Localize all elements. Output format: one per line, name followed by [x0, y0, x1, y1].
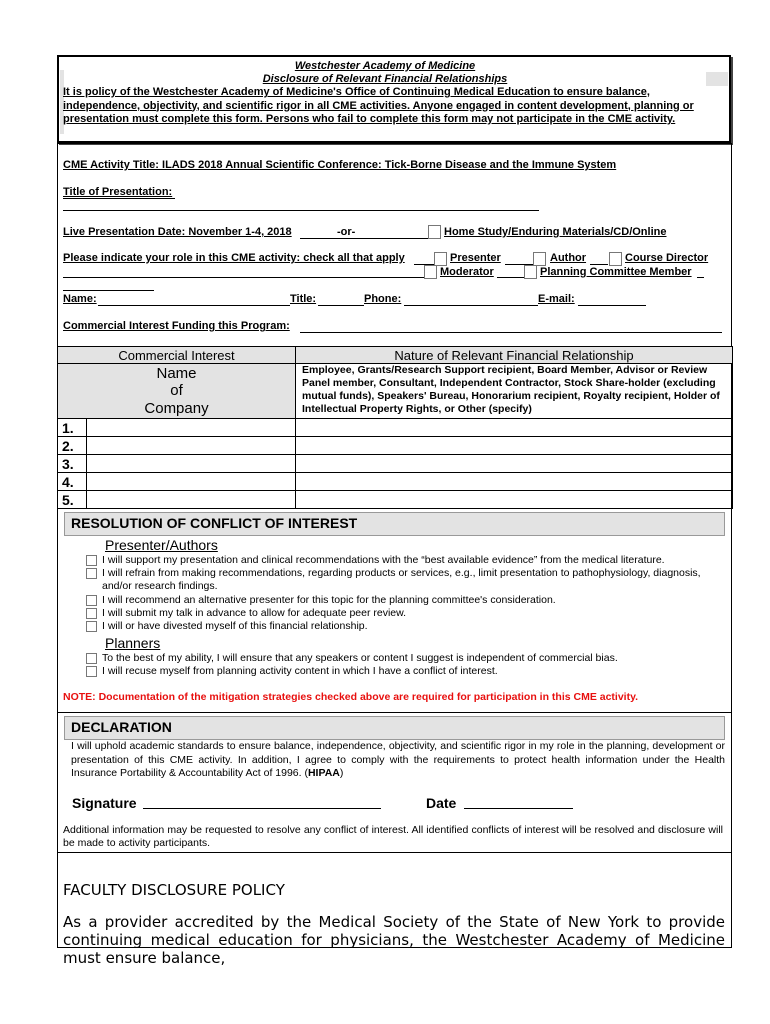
live-date-line [300, 238, 428, 239]
col1-header: Commercial Interest [58, 347, 296, 364]
policy-text: As a provider accredited by the Medical Society of the State of New York to provide continuing medical education for physicians, the Westchester Academy of Medicine must ensure balance, [63, 913, 725, 967]
activity-title: CME Activity Title: ILADS 2018 Annual Scientific Conference: Tick-Borne Disease and the Immune System [63, 159, 617, 171]
presenter-item-checkbox[interactable] [86, 595, 97, 606]
presenter-item-text: I will support my presentation and clinical recommendations with the “best available evidence” from the medical literature. [102, 554, 665, 566]
col1-sub [58, 364, 296, 419]
row-number: 3. [58, 455, 87, 473]
date-line[interactable] [464, 808, 573, 809]
presenter-item-2 [86, 567, 726, 593]
disclosure-table [57, 346, 732, 509]
presentation-title-line2 [63, 210, 539, 211]
role-line-2 [63, 277, 424, 278]
relationship-cell[interactable] [296, 473, 733, 491]
relationship-cell[interactable] [296, 419, 733, 437]
presenter-item-5 [86, 620, 726, 633]
col2-header: Nature of Relevant Financial Relationship [296, 347, 733, 364]
declaration-text [71, 740, 725, 781]
planner-item-checkbox[interactable] [86, 653, 97, 664]
email-label: E-mail: [538, 293, 575, 305]
phone-label: Phone: [364, 293, 402, 305]
row-number: 5. [58, 491, 87, 509]
company-cell[interactable] [87, 437, 296, 455]
row-number: 2. [58, 437, 87, 455]
planner-item-text: To the best of my ability, I will ensure that any speakers or content I suggest is independent of commercial bias. [102, 652, 618, 664]
planner-item-checkbox[interactable] [86, 666, 97, 677]
planner-item-2 [86, 665, 726, 678]
author-line [590, 264, 608, 265]
funding-label: Commercial Interest Funding this Program: [63, 320, 290, 332]
table-row [58, 437, 733, 455]
presenter-item-1 [86, 554, 726, 567]
company-cell[interactable] [87, 419, 296, 437]
relationship-cell[interactable] [296, 455, 733, 473]
moderator-checkbox[interactable] [424, 264, 440, 282]
presenter-item-3 [86, 594, 726, 607]
presenter-item-text: I will refrain from making recommendations, regarding products or services, e.g., limit presentation to pathophysiology, diagnosis, and/or research findings. [102, 567, 701, 592]
row-number: 1. [58, 419, 87, 437]
resolution-heading: RESOLUTION OF CONFLICT OF INTEREST [71, 515, 358, 531]
company-cell[interactable] [87, 491, 296, 509]
planners-heading: Planners [105, 635, 161, 651]
presenters-heading: Presenter/Authors [105, 537, 218, 553]
name-line [98, 305, 290, 306]
name-label: Name: [63, 293, 97, 305]
title-label: Title: [290, 293, 317, 305]
declaration-text-end: ) [339, 767, 344, 779]
col2-sub: Employee, Grants/Research Support recipient, Board Member, Advisor or Review Panel member, Consultant, Independent Contractor, Stock Share-holder (excluding mutual funds), Speakers' Bureau, Honorarium recipient, Royalty recipient, Holder of Intellectual Property Rights, or Other (specify) [296, 364, 733, 419]
role-prompt: Please indicate your role in this CME activity: check all that apply [63, 252, 405, 264]
home-study-label: Home Study/Enduring Materials/CD/Online [444, 226, 667, 238]
table-row [58, 491, 733, 509]
mitigation-note: NOTE: Documentation of the mitigation strategies checked above are required for participation in this CME activity. [63, 691, 639, 703]
presenter-item-4 [86, 607, 726, 620]
planning-member-checkbox[interactable] [524, 264, 540, 282]
relationship-cell[interactable] [296, 437, 733, 455]
header-policy: It is policy of the Westchester Academy of Medicine's Office of Continuing Medical Education to ensure balance, independence, objectivity, and scientific rigor in all CME activities. Anyone engaged in content development, planning or presentation must complete this form. Persons who fail to complete this form may not participate in the CME activity. [63, 86, 694, 125]
declaration-text-main: I will uphold academic standards to ensure balance, independence, objectivity, and scientific rigor in my role in the planning, development or presentation of this CME activity. In addition, I agree to comply with the requirements to protect health information under the Health Insurance Portability & Accountability Act of 1996. ( [71, 740, 725, 779]
col1-sub-of: of [170, 382, 183, 400]
planning-member-line [697, 277, 704, 278]
date-label: Date [426, 795, 457, 811]
presentation-title-line [63, 198, 175, 199]
table-row [58, 455, 733, 473]
hipaa-text: HIPAA [307, 767, 340, 779]
or-label: -or- [337, 226, 356, 238]
signature-label: Signature [72, 795, 137, 811]
col1-sub-name: Name [156, 364, 197, 382]
home-study-checkbox[interactable] [428, 224, 444, 242]
presenter-item-checkbox[interactable] [86, 568, 97, 579]
email-line [578, 305, 646, 306]
moderator-label: Moderator [440, 266, 494, 278]
planner-item-1 [86, 652, 726, 665]
col1-sub-company: Company [144, 399, 209, 417]
relationship-cell[interactable] [296, 491, 733, 509]
presenter-item-text: I will recommend an alternative presenter for this topic for the planning committee's consideration. [102, 594, 556, 606]
course-director-label: Course Director [625, 252, 709, 264]
signature-line[interactable] [143, 808, 381, 809]
header-subtitle: Disclosure of Relevant Financial Relationships [262, 73, 508, 85]
planning-member-label: Planning Committee Member [540, 266, 692, 278]
policy-heading: FACULTY DISCLOSURE POLICY [63, 881, 285, 899]
author-label: Author [550, 252, 587, 264]
presenter-item-text: I will submit my talk in advance to allow for adequate peer review. [102, 607, 407, 619]
short-line [63, 290, 154, 291]
table-row [58, 419, 733, 437]
header-org: Westchester Academy of Medicine [294, 60, 476, 72]
row-number: 4. [58, 473, 87, 491]
declaration-heading: DECLARATION [71, 719, 172, 735]
title-line [318, 305, 364, 306]
live-date: Live Presentation Date: November 1-4, 2018 [63, 226, 292, 238]
presenter-item-checkbox[interactable] [86, 555, 97, 566]
presenter-item-checkbox[interactable] [86, 621, 97, 632]
company-cell[interactable] [87, 473, 296, 491]
planner-item-text: I will recuse myself from planning activity content in which I have a conflict of interest. [102, 665, 498, 677]
presentation-title-label: Title of Presentation: [63, 186, 173, 198]
moderator-line [497, 277, 524, 278]
funding-line [300, 332, 722, 333]
presenter-label: Presenter [450, 252, 501, 264]
table-row [58, 473, 733, 491]
company-cell[interactable] [87, 455, 296, 473]
presenter-item-checkbox[interactable] [86, 608, 97, 619]
section-divider [57, 712, 732, 713]
additional-info: Additional information may be requested to resolve any conflict of interest. All identified conflicts of interest will be resolved and disclosure will be made to activity participants. [63, 824, 723, 849]
phone-line [404, 305, 538, 306]
section-divider-2 [57, 852, 732, 853]
presenter-item-text: I will or have divested myself of this financial relationship. [102, 620, 368, 632]
